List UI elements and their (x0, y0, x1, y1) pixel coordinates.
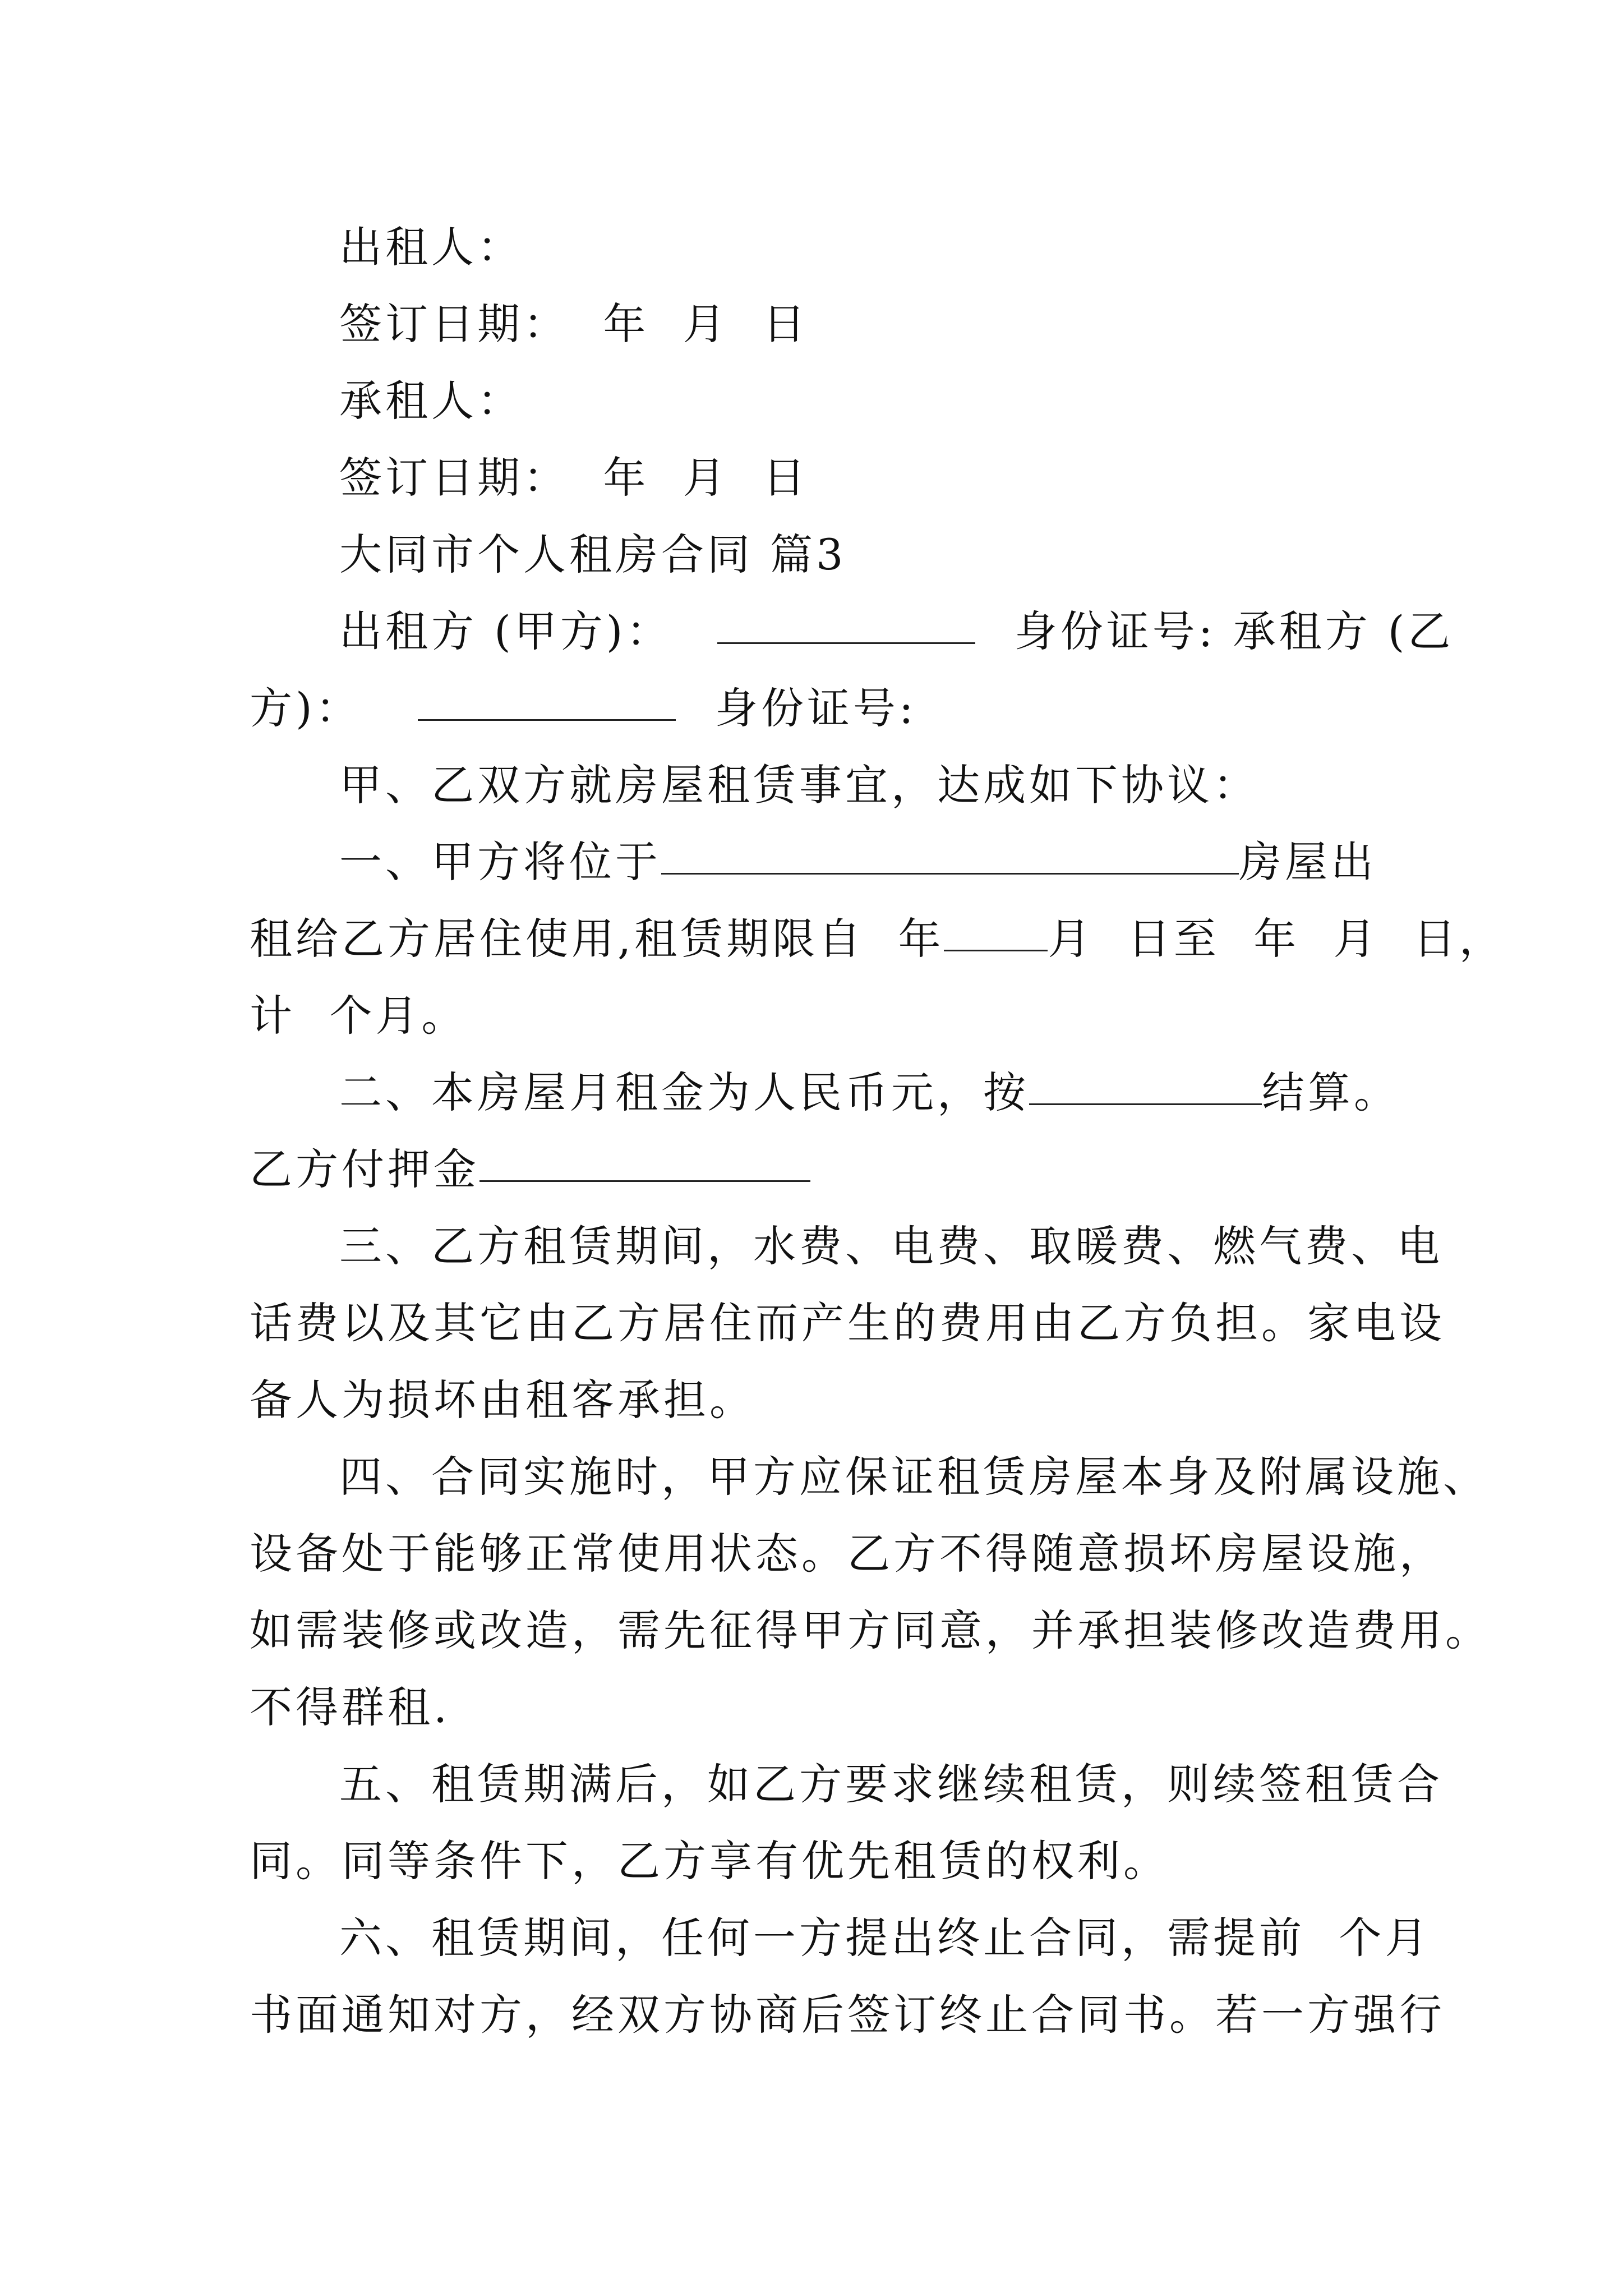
lessee-date: 签订日期： 年 月 日 (339, 453, 809, 503)
lessor-label: 出租人： (339, 222, 523, 272)
clause-2-line-2 (250, 1131, 1388, 1208)
clause-5-text-2: 同。同等条件下，乙方享有优先租赁的权利。 (250, 1836, 1169, 1886)
lease-term-start: 租给乙方居住使用,租赁期限自 年 (250, 914, 944, 964)
clause-3-line-3 (250, 1361, 1388, 1438)
clause-1-prefix: 一、甲方将位于 (339, 837, 661, 887)
section-title (250, 516, 1388, 593)
clause-3-text-2: 话费以及其它由乙方居住而产生的费用由乙方负担。家电设 (250, 1298, 1445, 1348)
clause-6-text-2: 书面通知对方，经双方协商后签订终止合同书。若一方强行 (250, 1990, 1445, 2040)
clause-6-line-2 (250, 1976, 1445, 2053)
lessee-signature-line (250, 362, 1388, 439)
clause-1-suffix: 房屋出 (1239, 837, 1377, 887)
lessor-date-line (250, 286, 1388, 362)
lease-term-end: 月 日至 年 月 日， (1048, 914, 1505, 964)
party-b-blank (418, 680, 676, 721)
lessee-date-line (250, 439, 1388, 516)
settlement-blank (1029, 1064, 1262, 1105)
lessor-date: 签订日期： 年 月 日 (339, 299, 809, 349)
id-number-label-2: 身份证号: (715, 683, 917, 733)
deposit-label: 乙方付押金 (250, 1144, 479, 1194)
clause-4-text-2: 设备处于能够正常使用状态。乙方不得随意损坏房屋设施， (250, 1529, 1445, 1579)
rent-text: 二、本房屋月租金为人民币元，按 (339, 1068, 1029, 1117)
clause-4-text-3: 如需装修或改造，需先征得甲方同意，并承担装修改造费用。 (250, 1605, 1491, 1655)
property-address-blank (661, 834, 1239, 875)
clause-4-text-4: 不得群租. (250, 1682, 451, 1732)
lease-month-blank (944, 910, 1048, 951)
clause-4-line-2 (250, 1515, 1445, 1592)
contract-text (250, 209, 1505, 2053)
clause-5-text-1: 五、租赁期满后，如乙方要求继续租赁，则续签租赁合 (339, 1759, 1443, 1809)
intro-text: 甲、乙双方就房屋租赁事宜，达成如下协议： (339, 760, 1259, 810)
clause-4-text-1: 四、合同实施时，甲方应保证租赁房屋本身及附属设施、 (339, 1452, 1489, 1502)
party-b-label: 方)： (250, 683, 362, 733)
clause-6-text-1: 六、租赁期间，任何一方提出终止合同，需提前 个月 (339, 1913, 1431, 1963)
party-a-label: 出租方 (甲方)： (339, 606, 672, 656)
clause-3-line-2 (250, 1285, 1445, 1361)
contract-title: 大同市个人租房合同 篇3 (339, 530, 847, 579)
clause-3-line-1 (250, 1208, 1443, 1285)
clause-4-line-3 (250, 1592, 1491, 1669)
deposit-blank (479, 1141, 810, 1182)
clause-4-line-4 (250, 1669, 1388, 1746)
clause-2-line-1 (250, 1054, 1400, 1131)
id-number-label-1: 身份证号: 承租方 (乙 (1014, 606, 1454, 656)
party-a-blank (717, 603, 975, 644)
clause-1-line-2 (250, 900, 1505, 977)
intro-line (250, 747, 1388, 823)
clause-1-line-1 (250, 823, 1388, 900)
lease-duration: 计 个月。 (250, 991, 468, 1041)
clause-3-text-1: 三、乙方租赁期间，水费、电费、取暖费、燃气费、电 (339, 1221, 1443, 1271)
party-b-line (250, 670, 1388, 747)
settlement-suffix: 结算。 (1262, 1068, 1400, 1117)
clause-1-line-3 (250, 977, 1388, 1054)
clause-5-line-1 (250, 1746, 1443, 1823)
clause-3-text-3: 备人为损坏由租客承担。 (250, 1375, 755, 1425)
lessee-label: 承租人： (339, 376, 523, 426)
clause-6-line-1 (250, 1899, 1431, 1976)
clause-5-line-2 (250, 1823, 1388, 1899)
lessor-signature-line (250, 209, 1388, 286)
party-a-line (250, 593, 1454, 670)
clause-4-line-1 (250, 1438, 1489, 1515)
